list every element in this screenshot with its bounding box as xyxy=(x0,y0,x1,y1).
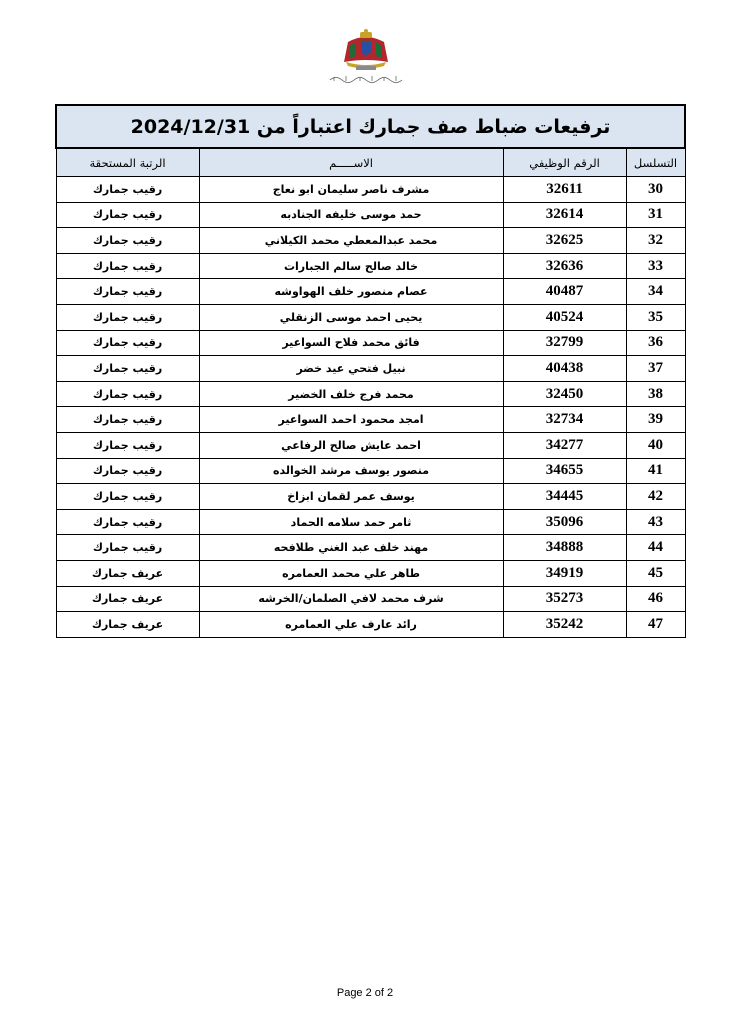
serial-cell: 33 xyxy=(626,253,685,279)
rank-cell: رقيب جمارك xyxy=(56,177,199,203)
job-number-cell: 34655 xyxy=(503,458,626,484)
name-cell: امجد محمود احمد السواعير xyxy=(199,407,503,433)
name-cell: يحيى احمد موسى الزنقلي xyxy=(199,304,503,330)
name-cell: مشرف ناصر سليمان ابو نعاج xyxy=(199,177,503,203)
name-cell: رائد عارف علي العمامره xyxy=(199,612,503,638)
column-header-serial: التسلسل xyxy=(626,148,685,177)
table-row xyxy=(56,458,685,484)
serial-cell: 39 xyxy=(626,407,685,433)
table-row xyxy=(56,407,685,433)
job-number-cell: 34919 xyxy=(503,560,626,586)
serial-cell: 36 xyxy=(626,330,685,356)
name-cell: عصام منصور خلف الهواوشه xyxy=(199,279,503,305)
job-number-cell: 40487 xyxy=(503,279,626,305)
name-cell: نبيل فتحي عيد خضر xyxy=(199,356,503,382)
page-number: Page 2 of 2 xyxy=(336,987,394,999)
serial-cell: 38 xyxy=(626,381,685,407)
serial-cell: 32 xyxy=(626,228,685,254)
job-number-cell: 40438 xyxy=(503,356,626,382)
table-title: ترفيعات ضباط صف جمارك اعتباراً من 2024/12/31 xyxy=(56,105,685,148)
table-row xyxy=(56,484,685,510)
job-number-cell: 32625 xyxy=(503,228,626,254)
serial-cell: 40 xyxy=(626,432,685,458)
rank-cell: رقيب جمارك xyxy=(56,330,199,356)
rank-cell: عريف جمارك xyxy=(56,560,199,586)
rank-cell: رقيب جمارك xyxy=(56,253,199,279)
table-row xyxy=(56,586,685,612)
table-row xyxy=(56,381,685,407)
serial-cell: 30 xyxy=(626,177,685,203)
serial-cell: 41 xyxy=(626,458,685,484)
rank-cell: رقيب جمارك xyxy=(56,484,199,510)
name-cell: خالد صالح سالم الجبارات xyxy=(199,253,503,279)
rank-cell: رقيب جمارك xyxy=(56,202,199,228)
table-row xyxy=(56,228,685,254)
name-cell: طاهر علي محمد العمامره xyxy=(199,560,503,586)
column-header-name: الاســـــم xyxy=(199,148,503,177)
rank-cell: رقيب جمارك xyxy=(56,535,199,561)
table-row xyxy=(56,330,685,356)
serial-cell: 42 xyxy=(626,484,685,510)
rank-cell: رقيب جمارك xyxy=(56,228,199,254)
table-row xyxy=(56,279,685,305)
serial-cell: 37 xyxy=(626,356,685,382)
table-row xyxy=(56,612,685,638)
job-number-cell: 32636 xyxy=(503,253,626,279)
rank-cell: رقيب جمارك xyxy=(56,381,199,407)
table-row xyxy=(56,177,685,203)
name-cell: منصور يوسف مرشد الخوالده xyxy=(199,458,503,484)
serial-cell: 34 xyxy=(626,279,685,305)
name-cell: فائق محمد فلاح السواعير xyxy=(199,330,503,356)
job-number-cell: 40524 xyxy=(503,304,626,330)
job-number-cell: 34445 xyxy=(503,484,626,510)
table-row xyxy=(56,304,685,330)
rank-cell: عريف جمارك xyxy=(56,612,199,638)
name-cell: محمد فرج خلف الخضير xyxy=(199,381,503,407)
name-cell: محمد عبدالمعطي محمد الكيلاني xyxy=(199,228,503,254)
rank-cell: رقيب جمارك xyxy=(56,458,199,484)
serial-cell: 45 xyxy=(626,560,685,586)
rank-cell: رقيب جمارك xyxy=(56,356,199,382)
coat-of-arms-icon xyxy=(326,28,406,84)
column-header-rank: الرتبة المستحقة xyxy=(56,148,199,177)
rank-cell: رقيب جمارك xyxy=(56,304,199,330)
table-row xyxy=(56,253,685,279)
promotions-table xyxy=(55,104,686,638)
serial-cell: 44 xyxy=(626,535,685,561)
serial-cell: 43 xyxy=(626,509,685,535)
job-number-cell: 35096 xyxy=(503,509,626,535)
name-cell: يوسف عمر لقمان ابزاخ xyxy=(199,484,503,510)
rank-cell: رقيب جمارك xyxy=(56,432,199,458)
table-row xyxy=(56,535,685,561)
column-header-job-number: الرقم الوظيفي xyxy=(503,148,626,177)
job-number-cell: 32450 xyxy=(503,381,626,407)
job-number-cell: 32614 xyxy=(503,202,626,228)
table-row xyxy=(56,509,685,535)
name-cell: مهند خلف عبد الغني طلافحه xyxy=(199,535,503,561)
name-cell: حمد موسى خليفه الجنادبه xyxy=(199,202,503,228)
job-number-cell: 32799 xyxy=(503,330,626,356)
rank-cell: رقيب جمارك xyxy=(56,279,199,305)
name-cell: احمد عايش صالح الرفاعي xyxy=(199,432,503,458)
job-number-cell: 34277 xyxy=(503,432,626,458)
serial-cell: 46 xyxy=(626,586,685,612)
serial-cell: 47 xyxy=(626,612,685,638)
job-number-cell: 34888 xyxy=(503,535,626,561)
rank-cell: عريف جمارك xyxy=(56,586,199,612)
table-row xyxy=(56,202,685,228)
rank-cell: رقيب جمارك xyxy=(56,407,199,433)
job-number-cell: 32734 xyxy=(503,407,626,433)
job-number-cell: 35242 xyxy=(503,612,626,638)
column-header-row xyxy=(56,148,685,177)
serial-cell: 31 xyxy=(626,202,685,228)
name-cell: شرف محمد لافي الصلمان/الخرشه xyxy=(199,586,503,612)
job-number-cell: 32611 xyxy=(503,177,626,203)
table-row xyxy=(56,432,685,458)
name-cell: ثامر حمد سلامه الحماد xyxy=(199,509,503,535)
table-row xyxy=(56,560,685,586)
table-row xyxy=(56,356,685,382)
serial-cell: 35 xyxy=(626,304,685,330)
rank-cell: رقيب جمارك xyxy=(56,509,199,535)
job-number-cell: 35273 xyxy=(503,586,626,612)
